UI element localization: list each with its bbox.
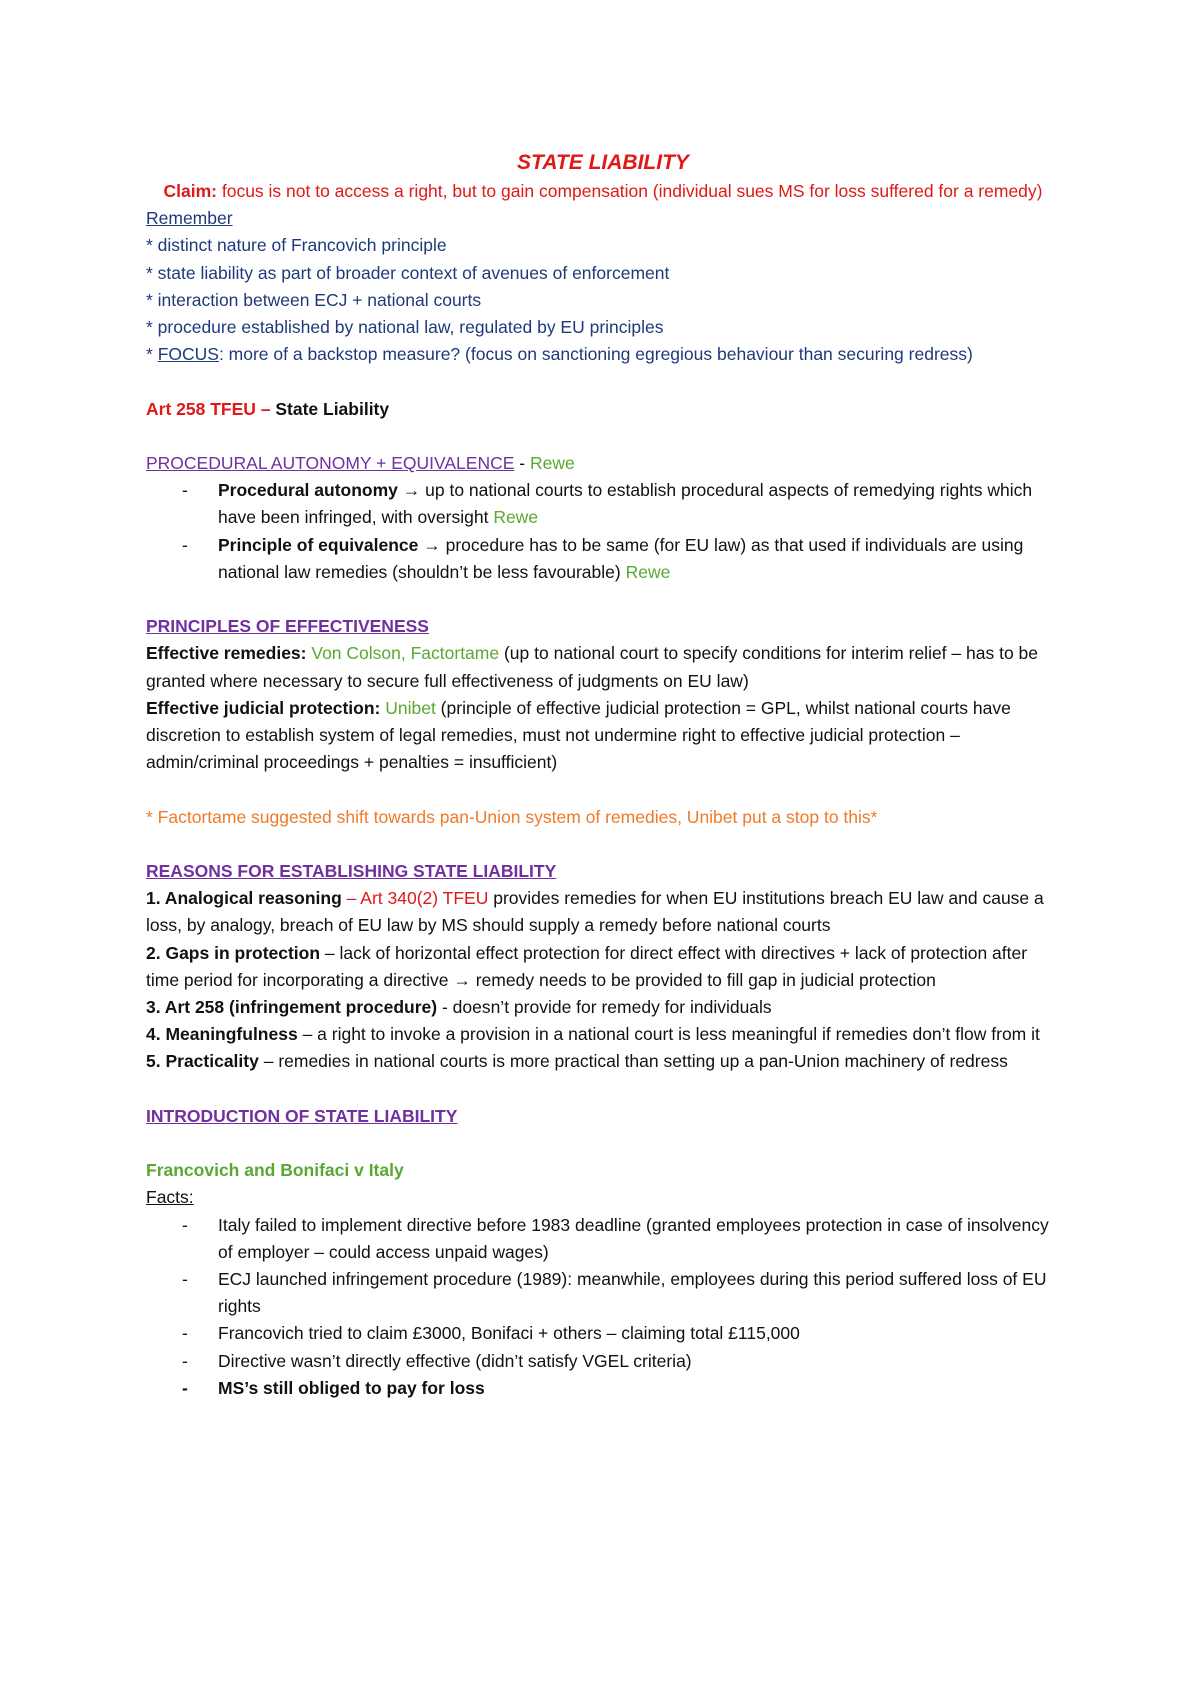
- list-item: - Italy failed to implement directive before 1983 deadline (granted employees protection in case of insolvency of employer – could access unpaid wages): [146, 1212, 1060, 1266]
- reason-label: 5. Practicality: [146, 1051, 259, 1072]
- list-item: - ECJ launched infringement procedure (1989): meanwhile, employees during this period suffered loss of EU rights: [146, 1266, 1060, 1320]
- reason-label: 1. Analogical reasoning: [146, 888, 342, 909]
- remedies-cases: Von Colson, Factortame: [306, 643, 500, 664]
- art258-label: State Liability: [270, 398, 390, 419]
- remember-item: * distinct nature of Francovich principle: [146, 235, 447, 256]
- reason-text: provides remedies for when EU institutions breach EU law and cause a loss, by analogy, breach of EU law by MS should supply a remedy before national courts: [146, 888, 1044, 936]
- remember-section: [146, 205, 1060, 368]
- arrow-icon: →: [418, 534, 446, 555]
- procedural-term: Procedural autonomy: [218, 480, 398, 501]
- list-item: [146, 477, 1060, 531]
- effectiveness-heading: PRINCIPLES OF EFFECTIVENESS: [146, 616, 429, 637]
- judicial-text: (principle of effective judicial protection = GPL, whilst national courts have discretion to establish system of legal remedies, must not undermine right to effective judicial protection – admin/criminal proceedings + penalties = insufficient): [146, 697, 1011, 773]
- judicial-label: Effective judicial protection:: [146, 697, 381, 718]
- claim-text: focus is not to access a right, but to gain compensation (individual sues MS for loss suffered for a remedy): [216, 181, 1043, 201]
- procedural-text: up to national courts to establish procedural aspects of remedying rights which have been infringed, with oversight: [218, 480, 1033, 528]
- remember-item: * interaction between ECJ + national courts: [146, 289, 482, 310]
- introduction-heading: INTRODUCTION OF STATE LIABILITY: [146, 1105, 458, 1126]
- reason-text: - doesn’t provide for remedy for individuals: [437, 997, 772, 1018]
- procedural-list: [146, 477, 1060, 586]
- reason-label: 3. Art 258 (infringement procedure): [146, 997, 438, 1018]
- spacer: [146, 1076, 1060, 1103]
- procedural-case: Rewe: [529, 453, 575, 473]
- judicial-case: Unibet: [380, 697, 436, 718]
- art258-ref: Art 258 TFEU –: [146, 398, 271, 419]
- claim-line: [146, 178, 1060, 205]
- reason-text: – a right to invoke a provision in a national court is less meaningful if remedies don’t flow from it: [297, 1024, 1040, 1045]
- page-title: STATE LIABILITY: [517, 151, 689, 174]
- art258-heading: [146, 396, 1060, 423]
- remember-heading: Remember: [146, 208, 233, 229]
- reason-item: [146, 1048, 1060, 1075]
- list-item: [146, 532, 1060, 586]
- claim-label: Claim:: [163, 181, 217, 201]
- effective-judicial-protection: [146, 695, 1060, 777]
- arrow-icon: →: [397, 480, 426, 501]
- remedies-label: Effective remedies:: [146, 643, 307, 664]
- factortame-note: * Factortame suggested shift towards pan-Union system of remedies, Unibet put a stop to this*: [146, 806, 878, 827]
- procedural-case-ref: Rewe: [493, 507, 539, 528]
- reason-item: [146, 994, 1060, 1021]
- reason-item: [146, 940, 1060, 994]
- facts-label: Facts:: [146, 1187, 194, 1208]
- effective-remedies: [146, 640, 1060, 694]
- list-item: - Directive wasn’t directly effective (didn’t satisfy VGEL criteria): [146, 1348, 1060, 1375]
- procedural-heading-line: [146, 450, 1060, 477]
- arrow-icon: →: [453, 969, 476, 990]
- focus-prefix: *: [146, 344, 158, 365]
- procedural-sep: -: [514, 453, 530, 473]
- list-item: - MS’s still obliged to pay for loss: [146, 1375, 1060, 1402]
- spacer: [146, 368, 1060, 395]
- case-title: Francovich and Bonifaci v Italy: [146, 1160, 404, 1181]
- facts-list: [146, 1212, 1060, 1402]
- reason-dash: –: [341, 888, 361, 909]
- spacer: [146, 423, 1060, 450]
- remember-focus-item: [146, 341, 1060, 368]
- list-item: - Francovich tried to claim £3000, Bonifaci + others – claiming total £115,000: [146, 1320, 1060, 1347]
- reason-label: 4. Meaningfulness: [146, 1024, 298, 1045]
- reason-item: [146, 885, 1060, 939]
- spacer: [146, 1130, 1060, 1157]
- procedural-case-ref: Rewe: [625, 561, 671, 582]
- procedural-heading: PROCEDURAL AUTONOMY + EQUIVALENCE: [146, 453, 515, 473]
- reason-item: [146, 1021, 1060, 1048]
- reason-text: – remedies in national courts is more practical than setting up a pan-Union machinery of redress: [258, 1051, 1008, 1072]
- focus-text: : more of a backstop measure? (focus on sanctioning egregious behaviour than securing redress): [218, 344, 973, 365]
- reason-text: remedy needs to be provided to fill gap in judicial protection: [475, 969, 936, 990]
- reason-ref: Art 340(2) TFEU: [360, 888, 489, 909]
- remember-item: * state liability as part of broader context of avenues of enforcement: [146, 262, 670, 283]
- reason-label: 2. Gaps in protection: [146, 942, 321, 963]
- focus-label: FOCUS: [157, 344, 219, 365]
- procedural-text: procedure has to be same (for EU law) as that used if individuals are using national law remedies (shouldn’t be less favourable): [218, 534, 1024, 582]
- remember-item: * procedure established by national law, regulated by EU principles: [146, 317, 664, 338]
- reason-text: – lack of horizontal effect protection for direct effect with directives + lack of protection after time period for incorporating a directive: [146, 942, 1028, 990]
- reasons-heading: REASONS FOR ESTABLISHING STATE LIABILITY: [146, 861, 557, 881]
- procedural-term: Principle of equivalence: [218, 534, 419, 555]
- remedies-text: (up to national court to specify conditions for interim relief – has to be granted where necessary to secure full effectiveness of judgments on EU law): [146, 643, 1039, 691]
- spacer: [146, 776, 1060, 803]
- spacer: [146, 586, 1060, 613]
- spacer: [146, 831, 1060, 858]
